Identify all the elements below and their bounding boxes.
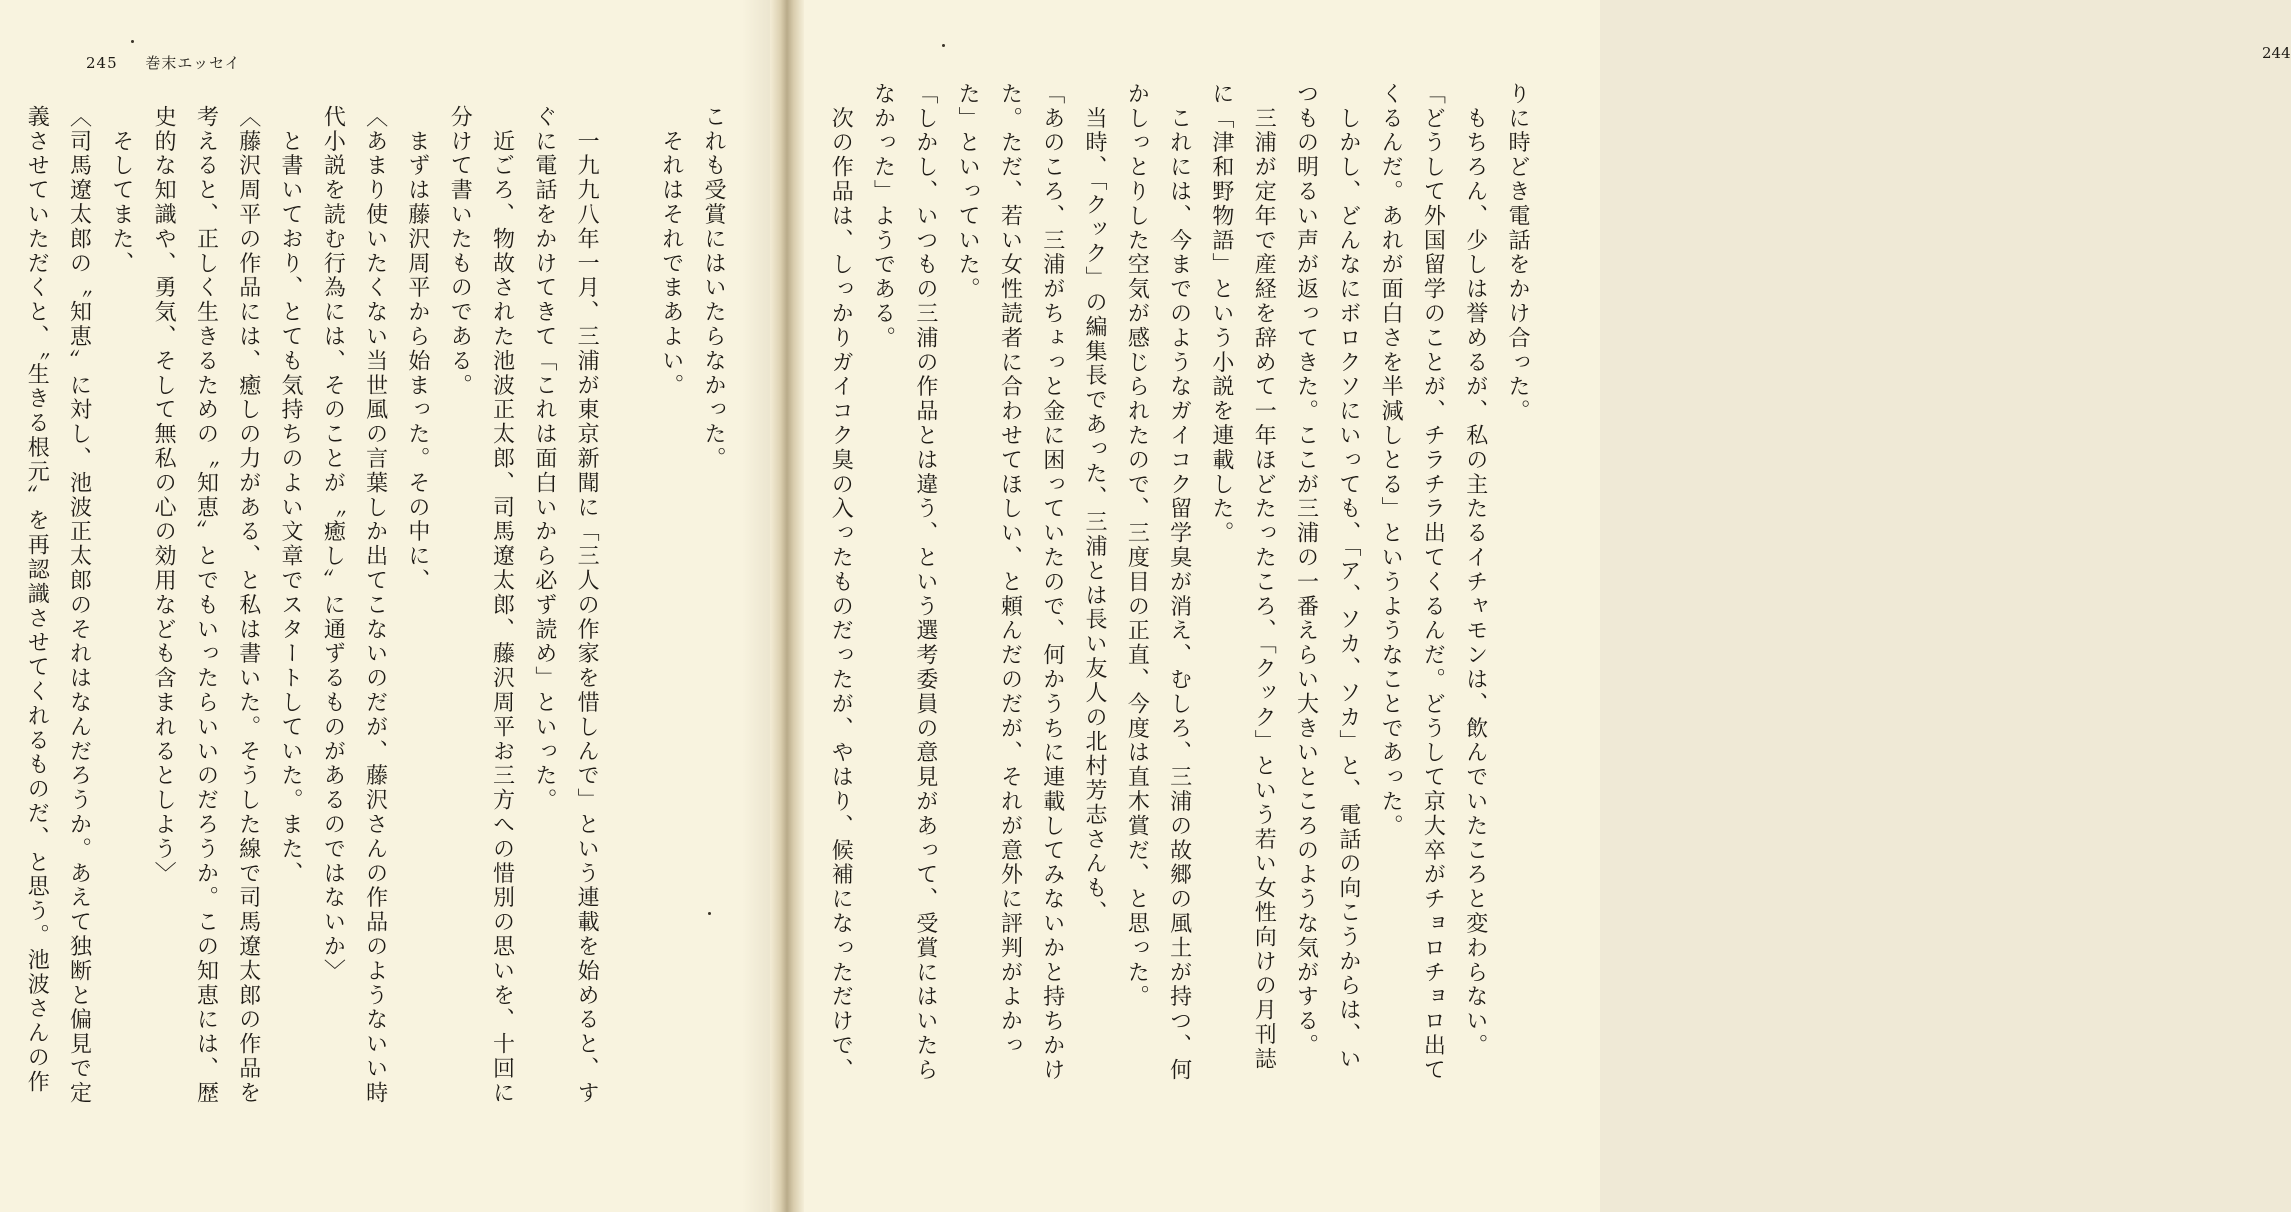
right-page-text-line: かしっとりした空気が感じられたので、三度目の正直、今度は直木賞だ、と思った。 — [1124, 82, 1150, 1010]
left-page — [0, 0, 784, 1212]
left-running-header — [86, 52, 241, 73]
paper-speck — [131, 40, 134, 43]
left-page-text-line: 考えると、正しく生きるための〝知恵〟とでもいったらいいのだろうか。この知恵には、歴 — [193, 105, 219, 1106]
left-page-text-line: 代小説を読む行為には、そのことが〝癒し〟に通ずるものがあるのではないか〉 — [320, 105, 346, 984]
right-page-text-line: しかし、どんなにボロクソにいっても、「ア、ソカ、ソカ」と、電話の向こうからは、い — [1335, 82, 1361, 1072]
left-page-text-line: 一九九八年一月、三浦が東京新聞に「三人の作家を惜しんで」という連載を始めると、す — [574, 105, 600, 1106]
right-page-text-line: つもの明るい声が返ってきた。ここが三浦の一番えらい大きいところのような気がする。 — [1293, 82, 1319, 1058]
right-page-text-line: に「津和野物語」という小説を連載した。 — [1208, 82, 1234, 546]
right-page-text-line: 次の作品は、しっかりガイコク臭の入ったものだったが、やはり、候補になっただけで、 — [828, 82, 854, 1083]
fold-shadow — [742, 0, 772, 1212]
left-page-text-line — [607, 105, 649, 1115]
left-page-text-line: 義させていただくと、〝生きる根元〟を再認識させてくれるものだ、と思う。池波さんの作 — [24, 105, 50, 1095]
left-page-text-line: まずは藤沢周平から始まった。その中に、 — [404, 105, 430, 593]
right-page-text-line: た」といっていた。 — [955, 82, 981, 302]
left-page-text-line: と書いており、とても気持ちのよい文章でスタートしていた。また、 — [278, 105, 304, 886]
left-page-text-line: 近ごろ、物故された池波正太郎、司馬遼太郎、藤沢周平お三方への惜別の思いを、十回に — [489, 105, 515, 1106]
left-page-text-line: ぐに電話をかけてきて「これは面白いから必ず読め」といった。 — [531, 105, 557, 813]
right-page-text-line: 当時、「クック」の編集長であった、三浦とは長い友人の北村芳志さんも、 — [1082, 82, 1108, 925]
right-page-text-line: 「どうして外国留学のことが、チラチラ出てくるんだ。どうして京大卒がチョロチョロ出て — [1420, 82, 1446, 1083]
right-page-text-line: もちろん、少しは誉めるが、私の主たるイチャモンは、飲んでいたころと変わらない。 — [1462, 82, 1488, 1058]
right-page-text-line: 「しかし、いつもの三浦の作品とは違う、という選考委員の意見があって、受賞にはいたら — [912, 82, 938, 1083]
right-page-text-line: これには、今までのようなガイコク留学臭が消え、むしろ、三浦の故郷の風土が持つ、何 — [1166, 82, 1192, 1083]
left-page-text-line: 〈藤沢周平の作品には、癒しの力がある、と私は書いた。そうした線で司馬遼太郎の作品を — [235, 105, 261, 1106]
left-page-text-line: 史的な知識や、勇気、そして無私の心の効用なども含まれるとしよう〉 — [151, 105, 177, 886]
paper-speck — [708, 912, 711, 915]
right-page-body — [828, 82, 1538, 1132]
left-page-number: 245 — [86, 54, 118, 72]
right-page-text-line: 「あのころ、三浦がちょっと金に困っていたので、何かうちに連載してみないかと持ちかけ — [1039, 82, 1065, 1083]
right-page-text-line: りに時どき電話をかけ合った。 — [1505, 82, 1530, 424]
left-page-body — [24, 105, 734, 1115]
running-header-title: 巻末エッセイ — [145, 54, 241, 72]
right-page-text-line: 三浦が定年で産経を辞めて一年ほどたったころ、「クック」という若い女性向けの月刊誌 — [1251, 82, 1277, 1072]
left-page-text-line: 〈あまり使いたくない当世風の言葉しか出てこないのだが、藤沢さんの作品のようないい時 — [362, 105, 388, 1106]
left-page-text-line: それはそれでまあよい。 — [658, 105, 684, 398]
left-page-text-line: 分けて書いたものである。 — [447, 105, 473, 398]
left-page-text-line: これも受賞にはいたらなかった。 — [701, 105, 726, 471]
right-page-text-line: なかった」ようである。 — [870, 82, 896, 351]
right-page-text-line: た。ただ、若い女性読者に合わせてほしい、と頼んだのだが、それが意外に評判がよかっ — [997, 82, 1023, 1058]
book-gutter — [770, 0, 804, 1212]
left-page-text-line: 〈司馬遼太郎の〝知恵〟に対し、池波正太郎のそれはなんだろうか。あえて独断と偏見で定 — [66, 105, 92, 1106]
paper-speck — [942, 44, 945, 47]
right-page — [792, 0, 2291, 1212]
right-page-text-line: くるんだ。あれが面白さを半減しとる」というようなことであった。 — [1378, 82, 1404, 839]
left-page-text-line: そしてまた、 — [108, 105, 134, 276]
right-page-number: 244 — [2262, 44, 2291, 62]
